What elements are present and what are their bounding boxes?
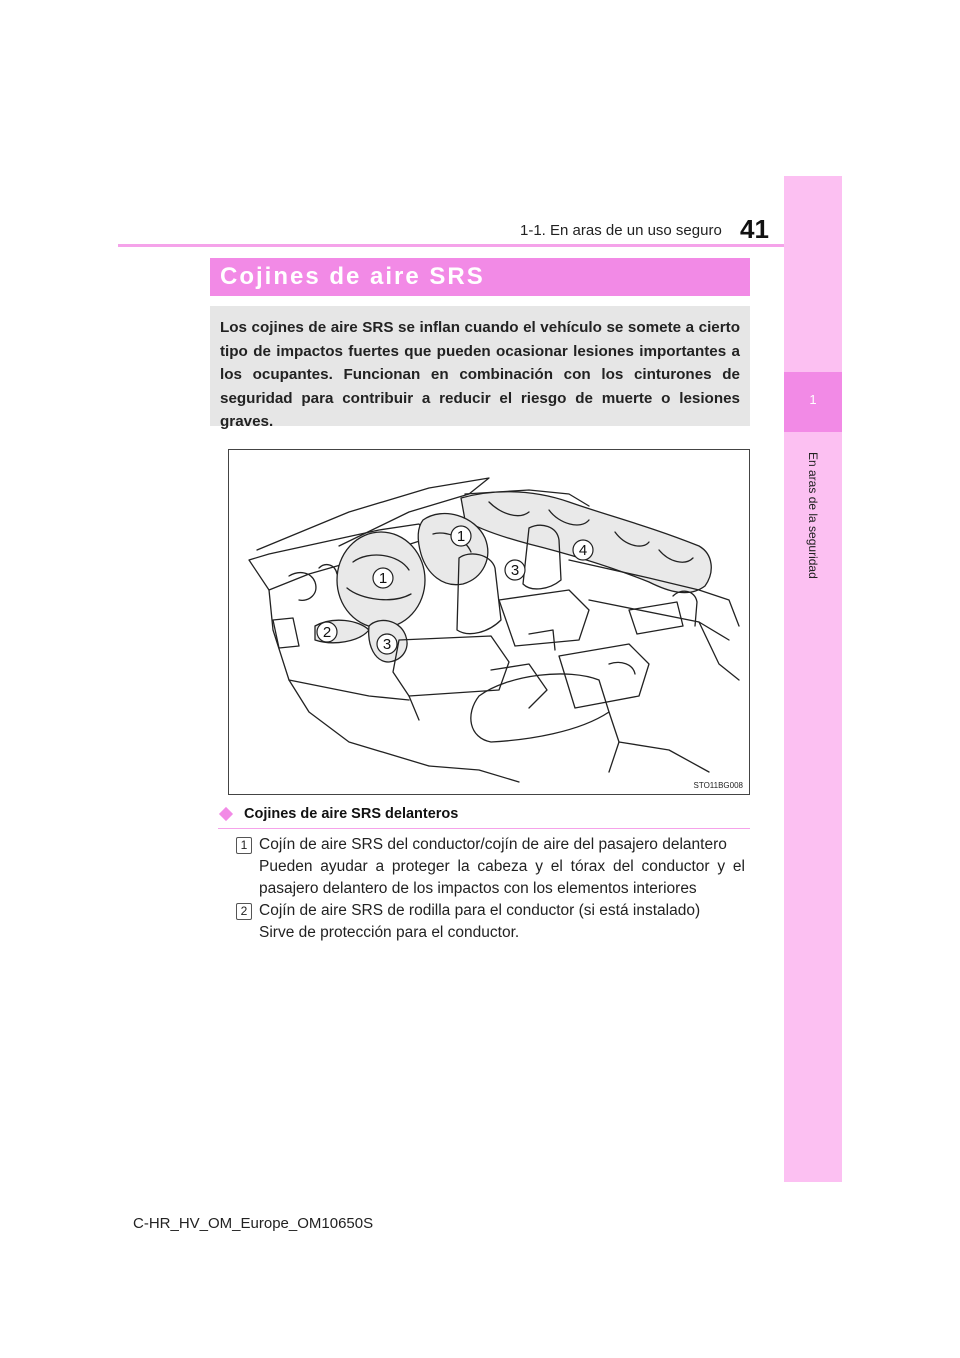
intro-box <box>210 306 750 430</box>
callout-label: 2 <box>322 624 332 641</box>
item-title: Cojín de aire SRS de rodilla para el conductor (si está instalado) <box>259 902 701 919</box>
callout-label: 4 <box>578 542 588 559</box>
page-title: Cojines de aire SRS <box>220 263 485 290</box>
callout-3-seat <box>377 634 397 654</box>
callout-label: 1 <box>378 570 388 587</box>
callout-4-curtain <box>573 540 593 560</box>
car-interior-drawing <box>229 450 748 793</box>
callout-label: 3 <box>510 562 520 579</box>
callout-1-passenger <box>451 526 471 546</box>
chapter-side-tab <box>784 176 842 1182</box>
item-description: Sirve de protección para el conductor. <box>259 924 520 941</box>
figure-code: STO11BG008 <box>693 781 743 790</box>
diamond-bullet-icon <box>219 807 233 821</box>
item-description: Pueden ayudar a proteger la cabeza y el tórax del conductor y el pasajero delantero de los impactos con los elementos interiores <box>259 858 745 897</box>
page-number: 41 <box>740 214 769 244</box>
item-title: Cojín de aire SRS del conductor/cojín de aire del pasajero delantero <box>259 836 727 853</box>
document-footer: C-HR_HV_OM_Europe_OM10650S <box>133 1215 374 1232</box>
callout-label: 1 <box>456 528 466 545</box>
item-number-icon: 2 <box>236 903 252 920</box>
section-title: Cojines de aire SRS delanteros <box>244 806 459 822</box>
chapter-number: 1 <box>809 392 817 407</box>
page-title-bar <box>210 258 750 296</box>
callout-1-driver <box>373 568 393 588</box>
header-rule <box>118 244 840 247</box>
section-rule <box>218 828 750 829</box>
callout-3-side <box>505 560 525 580</box>
chapter-title <box>784 440 842 590</box>
callout-label: 3 <box>382 636 392 653</box>
running-header: 1-1. En aras de un uso seguro <box>520 222 722 239</box>
chapter-title-text: En aras de la seguridad <box>806 451 820 579</box>
item-number-icon: 1 <box>236 837 252 854</box>
intro-text: Los cojines de aire SRS se inflan cuando el vehículo se somete a cierto tipo de impactos fuertes que pueden ocasionar lesiones importantes a los ocupantes. Funcionan en combinación con los cinturones de seguridad para contribuir a reducir el riesgo de muerte o lesiones graves. <box>220 319 740 430</box>
airbag-illustration <box>228 449 750 795</box>
callout-2-knee <box>317 622 337 642</box>
section-heading <box>218 806 750 830</box>
